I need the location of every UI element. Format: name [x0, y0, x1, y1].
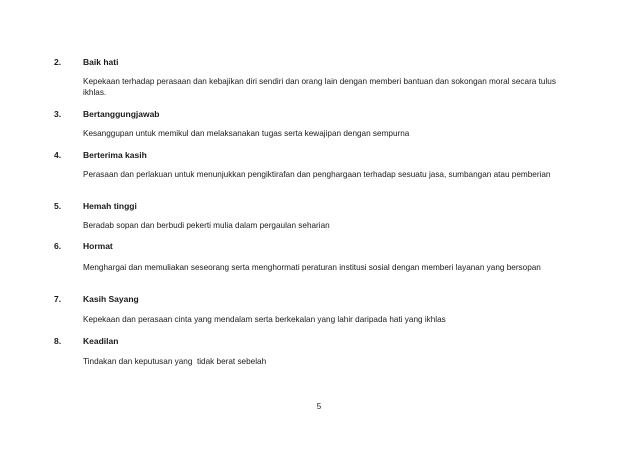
item-number: 7.	[54, 294, 62, 304]
item-title: Hormat	[83, 241, 113, 251]
item-number: 5.	[54, 201, 62, 211]
item-description: Kesanggupan untuk memikul dan melaksanakan tugas serta kewajipan dengan sempurna	[83, 129, 410, 138]
item-number: 8.	[54, 336, 62, 346]
item-title: Hemah tinggi	[83, 201, 137, 211]
item-title: Kasih Sayang	[83, 294, 139, 304]
item-title: Keadilan	[83, 336, 119, 346]
item-description: Tindakan dan keputusan yang tidak berat sebelah	[83, 357, 267, 366]
item-description: Perasaan dan perlakuan untuk menunjukkan pengiktirafan dan penghargaan terhadap sesuatu jasa, sumbangan atau pemberian	[83, 170, 551, 179]
item-description: Beradab sopan dan berbudi pekerti mulia dalam pergaulan seharian	[83, 221, 330, 230]
item-title: Bertanggungjawab	[83, 109, 160, 119]
item-title: Berterima kasih	[83, 150, 147, 160]
item-description: Kepekaan terhadap perasaan dan kebajikan diri sendiri dan orang lain dengan memberi bantuan dan sokongan moral secara tulus ikhlas.	[83, 77, 556, 97]
item-title: Baik hati	[83, 57, 119, 67]
page-number: 5	[316, 402, 322, 411]
item-number: 6.	[54, 241, 62, 251]
item-number: 4.	[54, 150, 62, 160]
item-number: 3.	[54, 109, 62, 119]
item-description: Menghargai dan memuliakan seseorang serta menghormati peraturan institusi sosial dengan memberi layanan yang bersopan	[83, 263, 541, 272]
item-number: 2.	[54, 57, 62, 67]
item-description: Kepekaan dan perasaan cinta yang mendalam serta berkekalan yang lahir daripada hati yang ikhlas	[83, 315, 446, 324]
